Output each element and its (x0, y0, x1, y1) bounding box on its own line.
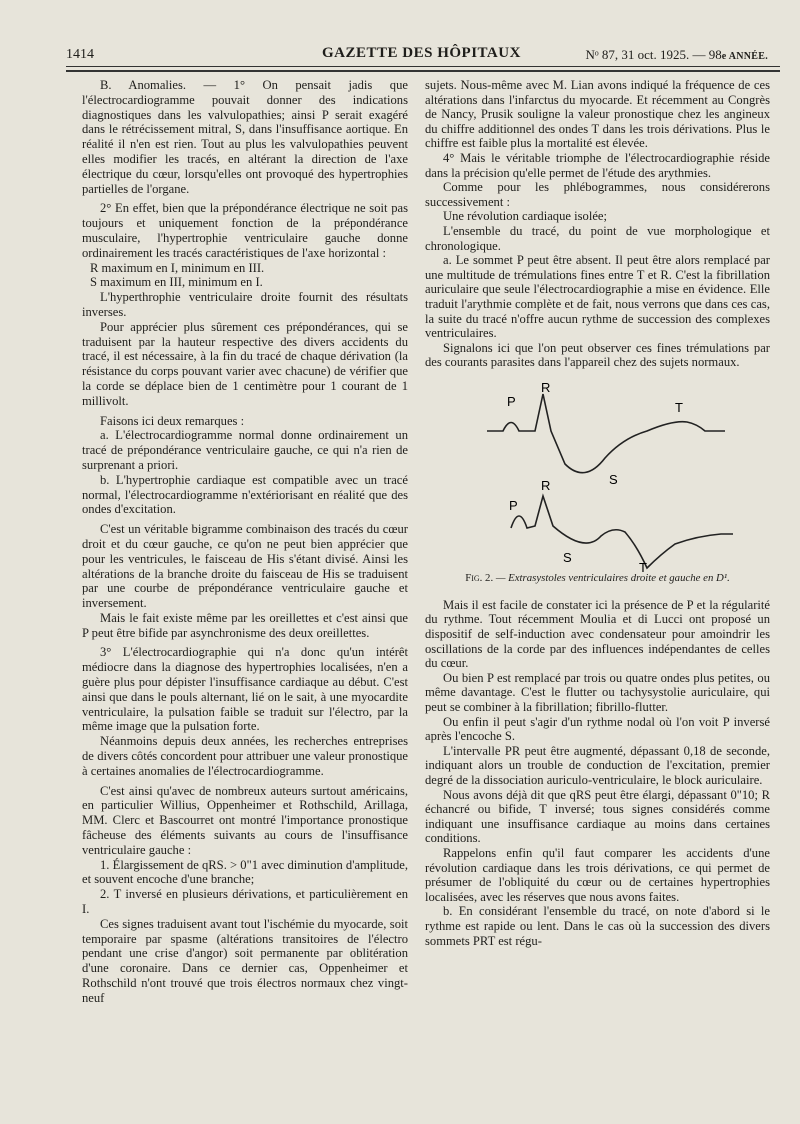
caption-prefix: Fig. 2. (465, 571, 494, 584)
paragraph: a. L'électrocardiogramme normal donne ordinairement un tracé de prépondérance ventriculaire gauche, ce qui n'a rien de surprenant a priori. (82, 428, 408, 472)
paragraph: Faisons ici deux remarques : (100, 413, 245, 428)
paragraph: C'est un véritable bigramme combinaison des tracés du cœur droit et du cœur gauche, ce qu'on ne peut bien apprécier que pour les ventricules, le faisceau de His s'étant divisé. Ainsi les altérations de la branche droite du faisceau de His se traduisent par une courbe de prépondérance ventriculaire gauche et inversement. (82, 522, 408, 611)
paragraph: R maximum en I, minimum en III. (90, 260, 265, 275)
figure-caption (425, 572, 770, 584)
paragraph: L'ensemble du tracé, du point de vue morphologique et chronologique. (425, 223, 770, 253)
trace1-label-p: P (507, 393, 516, 409)
header-rule-thick (66, 70, 780, 72)
header-rule (66, 66, 780, 67)
right-column (425, 78, 770, 948)
left-column (82, 78, 408, 1006)
trace1-label-r: R (541, 379, 551, 395)
trace2-label-s: S (563, 549, 572, 565)
caption-text: — Extrasystoles ventriculaires droite et gauche en D¹. (495, 571, 730, 584)
running-header (66, 43, 780, 67)
paragraph: 2° En effet, bien que la prépondérance électrique ne soit pas toujours et uniquement fonction de la prépondérance musculaire, l'hypertrophie ventriculaire gauche donne ordinairement les tracés caractéristiques de l'axe horizontal : (82, 201, 408, 260)
trace1-label-t: T (675, 399, 683, 415)
trace2-label-t: T (639, 559, 647, 575)
page-number: 1414 (66, 47, 94, 62)
trace2-label-p: P (509, 497, 518, 513)
paragraph: 1. Élargissement de qRS. > 0"1 avec diminution d'amplitude, et souvent encoche d'une branche; (82, 857, 408, 887)
paragraph: Mais le fait existe même par les oreillettes et c'est ainsi que P peut être bifide par asynchronisme des deux oreillettes. (82, 610, 408, 640)
paragraph: Comme pour les phlébogrammes, nous considérerons successivement : (425, 180, 770, 209)
paragraph: 4° Mais le véritable triomphe de l'électrocardiographie réside dans la précision qu'elle permet de l'étude des arythmies. (425, 150, 770, 180)
paragraph: C'est ainsi qu'avec de nombreux auteurs surtout américains, en particulier Willius, Oppenheimer et Rothschild, Arillaga, MM. Clerc et Bascourret ont montré l'importance pronostique fâcheuse des éléments suivants au cours de l'insuffisance ventriculaire gauche : (82, 783, 408, 857)
trace1-label-s: S (609, 471, 618, 487)
paragraph: 3° L'électrocardiographie qui n'a donc qu'un intérêt médiocre dans la diagnose des hypertrophies localisées, n'en a guère plus pour dépister l'insuffisance cardiaque au début. C'est ainsi que dans le pouls alternant, lié on le sait, à une myocardite ventriculaire, la pulsation faible se traduit sur l'électro, par la même image que la pulsation forte. (82, 645, 408, 734)
paragraph: Nous avons déjà dit que qRS peut être élargi, dépassant 0"10; R échancré ou bifide, T inversé; tous signes considérés comme indiquant une insuffisance cardiaque au moins dans certaines conditions. (425, 787, 770, 846)
paragraph: Signalons ici que l'on peut observer ces fines trémulations par des courants parasites dans l'appareil chez des sujets normaux. (425, 340, 770, 370)
paragraph: a. Le sommet P peut être absent. Il peut être alors remplacé par une multitude de trémulations fines entre T et R. C'est la fibrillation auriculaire que seule l'électrocardiographie a mise en évidence. Elle traduit l'arythmie complète et de fait, nous verrons que dans ces cas, la suite du tracé n'offre aucun rythme de succession des complexes ventriculaires. (425, 253, 770, 341)
ecg-trace-1 (487, 394, 725, 473)
paragraph: sujets. Nous-même avec M. Lian avons indiqué la fréquence de ces altérations dans l'infarctus du myocarde. Et récemment au Congrès de Nancy, Prusik souligne la valeur pronostique chez les angineux du chiffre additionnel des ondes T dans les trois dérivations. Plus le chiffre est faible plus la mortalité est élevée. (425, 78, 770, 151)
paragraph: Rappelons enfin qu'il faut comparer les accidents d'une révolution cardiaque dans les trois dérivations, ce qui permet de présumer de l'obliquité du cœur ou de certaines hypertrophies localisées, avec les réserves que nous avons faites. (425, 845, 770, 904)
issue-number: Nᵒ 87, 31 oct. 1925. — 98 (585, 47, 722, 62)
paragraph: Néanmoins depuis deux années, les recherches entreprises de divers côtés concordent pour attribuer une valeur pronostique à certaines anomalies de l'électrocardiogramme. (82, 734, 408, 778)
ecg-traces (425, 376, 770, 576)
paragraph: Ces signes traduisent avant tout l'ischémie du myocarde, soit temporaire par spasme (altérations transitoires de l'électro pendant une crise d'angor) soit permanente par oblitération d'une coronaire. Dans ce dernier cas, Oppenheimer et Rothschild n'ont trouvé que trois électros normaux chez vingt-neuf (82, 916, 408, 1005)
paragraph: L'hyperthrophie ventriculaire droite fournit des résultats inverses. (82, 290, 408, 319)
trace2-label-r: R (541, 477, 551, 493)
paragraph: b. En considérant l'ensemble du tracé, on note d'abord si le rythme est rapide ou lent. Dans le cas où la succession des divers sommets PRT est régu- (425, 904, 770, 948)
journal-title: GAZETTE DES HÔPITAUX (322, 45, 521, 61)
paragraph: b. L'hypertrophie cardiaque est compatible avec un tracé normal, l'électrocardiogramme n'extériorisant en réalité que des ondes d'excitation. (82, 472, 408, 517)
paragraph: Pour apprécier plus sûrement ces prépondérances, qui se traduisent par la hauteur respective des divers accidents du tracé, il est nécessaire, à la fin du tracé de chaque dérivation (la résistance du corps pouvant varier avec chacune) de vérifier que la corde se déplace bien de 1 centimètre pour 1 courant de 1 millivolt. (82, 319, 408, 408)
paragraph: Ou bien P est remplacé par trois ou quatre ondes plus petites, ou même davantage. C'est le flutter ou tachysystolie auriculaire, qui peut se combiner à la fibrillation; fibrillo-flutter. (425, 670, 770, 715)
paragraph: L'intervalle PR peut être augmenté, dépassant 0,18 de seconde, indiquant alors un trouble de conduction de l'excitation, premier degré de la dissociation auriculo-ventriculaire, le block auriculaire. (425, 743, 770, 787)
paragraph: Ou enfin il peut s'agir d'un rythme nodal où l'on voit P inversé après l'encoche S. (425, 714, 770, 744)
ecg-figure (425, 376, 770, 598)
paragraph: B. Anomalies. — 1° On pensait jadis que l'électrocardiogramme pouvait donner des indications diagnostiques dans les valvulopathies; ainsi P serait exagéré dans le rétrécissement mitral, S, dans l'insuffisance aortique. En réalité il n'en est rien. Tout au plus les valvulopathies peuvent elles modifier les tracés, en altérant la direction de l'axe électrique du cœur, lorsqu'elles ont provoqué des hypertrophies partielles de l'organe. (82, 78, 408, 196)
ecg-trace-2 (511, 496, 733, 568)
paragraph: 2. T inversé en plusieurs dérivations, et particulièrement en I. (82, 887, 408, 917)
paragraph: Une révolution cardiaque isolée; (443, 209, 608, 224)
year-suffix: e ANNÉE. (721, 51, 768, 62)
issue-info (585, 47, 768, 63)
paragraph: Mais il est facile de constater ici la présence de P et la régularité du rythme. Tout récemment Moulia et di Lucci ont proposé un dispositif de self-induction avec condensateur pour amoindrir les oscillations de la corde par des influences indépendantes de celles du cœur. (425, 597, 770, 671)
paragraph: S maximum en III, minimum en I. (90, 275, 263, 290)
